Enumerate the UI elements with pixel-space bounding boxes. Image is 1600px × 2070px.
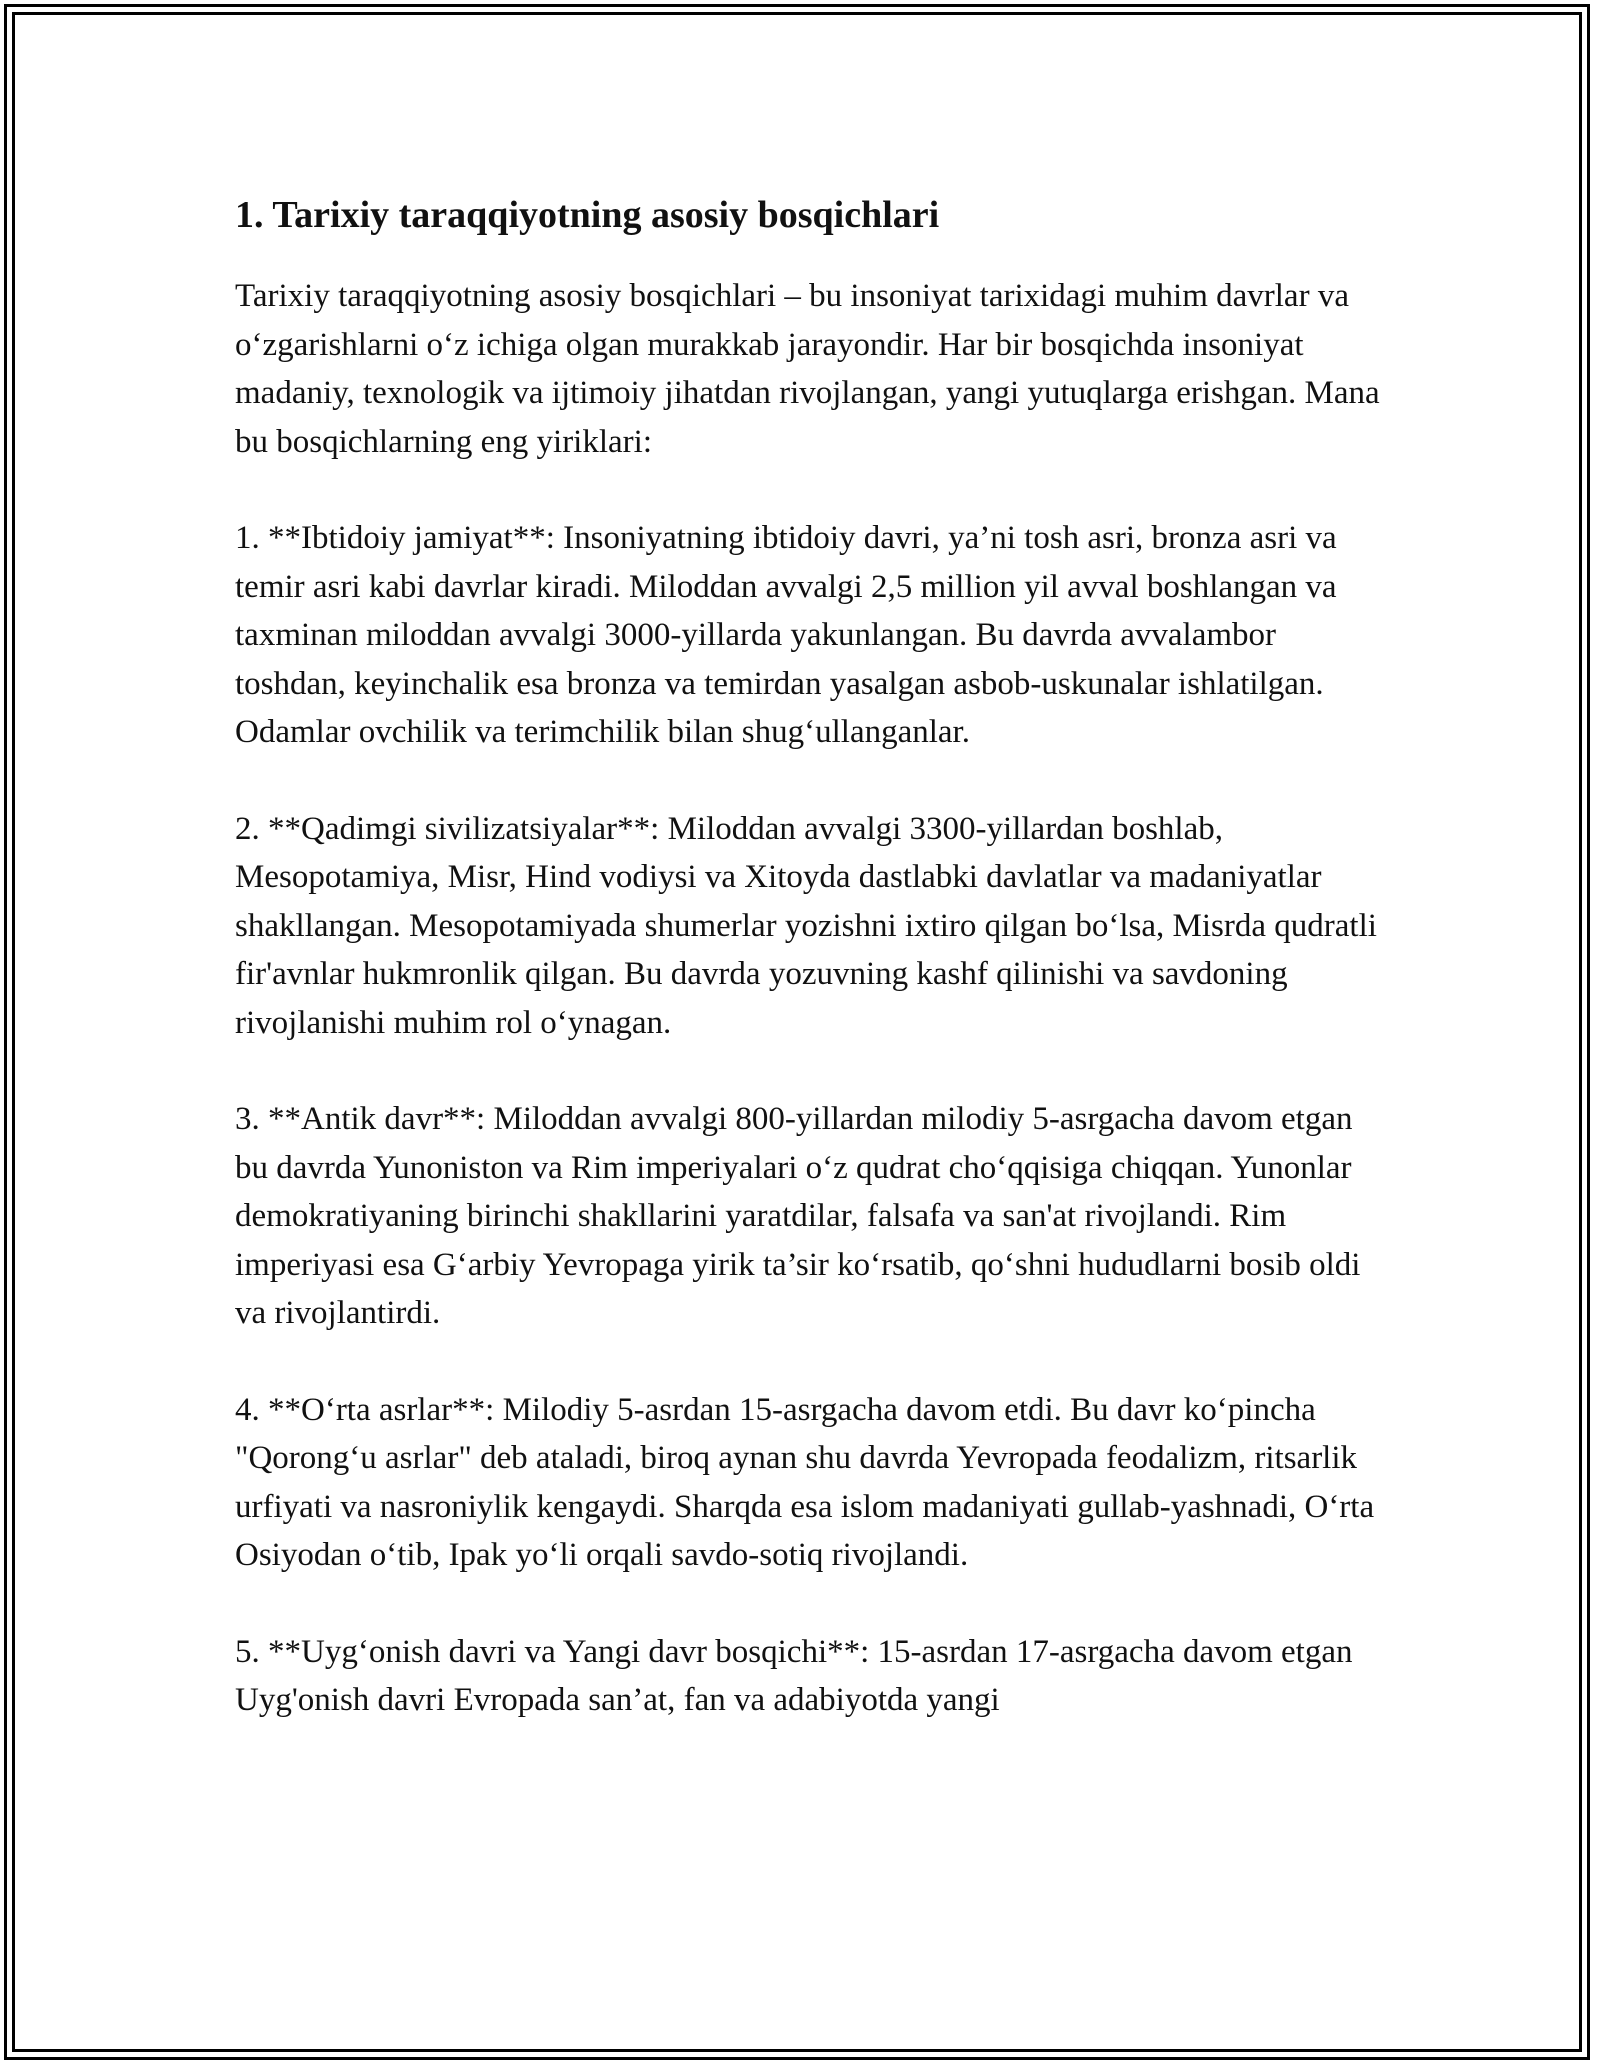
document-body <box>235 185 1385 1773</box>
intro-paragraph: Tarixiy taraqqiyotning asosiy bosqichlari – bu insoniyat tarixidagi muhim davrlar va oʻzgarishlarni oʻz ichiga olgan murakkab jarayondir. Har bir bosqichda insoniyat madaniy, texnologik va ijtimoiy jihatdan rivojlangan, yangi yutuqlarga erishgan. Mana bu bosqichlarning eng yiriklari: <box>235 278 1380 460</box>
paragraph-middle-ages: 4. **Oʻrta asrlar**: Milodiy 5-asrdan 15-asrgacha davom etdi. Bu davr koʻpincha "Qorongʻu asrlar" deb ataladi, biroq aynan shu davrda Yevropada feodalizm, ritsarlik urfiyati va nasroniylik kengaydi. Sharqda esa islom madaniyati gullab-yashnadi, Oʻrta Osiyodan oʻtib, Ipak yoʻli orqali savdo-sotiq rivojlandi. <box>235 1391 1375 1573</box>
paragraph-ancient-civilizations: 2. **Qadimgi sivilizatsiyalar**: Miloddan avvalgi 3300-yillardan boshlab, Mesopotamiya, Misr, Hind vodiysi va Xitoyda dastlabki davlatlar va madaniyatlar shakllangan. Mesopotamiyada shumerlar yozishni ixtiro qilgan boʻlsa, Misrda qudratli fir'avnlar hukmronlik qilgan. Bu davrda yozuvning kashf qilinishi va savdoning rivojlanishi muhim rol oʻynagan. <box>235 810 1377 1041</box>
section-heading: 1. Tarixiy taraqqiyotning asosiy bosqichlari <box>235 194 940 236</box>
paragraph-primitive-society: 1. **Ibtidoiy jamiyat**: Insoniyatning ibtidoiy davri, ya’ni tosh asri, bronza asri va temir asri kabi davrlar kiradi. Miloddan avvalgi 2,5 million yil avval boshlangan va taxminan miloddan avvalgi 3000-yillarda yakunlangan. Bu davrda avvalambor toshdan, keyinchalik esa bronza va temirdan yasalgan asbob-uskunalar ishlatilgan. Odamlar ovchilik va terimchilik bilan shugʻullanganlar. <box>235 520 1337 750</box>
paragraph-antiquity: 3. **Antik davr**: Miloddan avvalgi 800-yillardan milodiy 5-asrgacha davom etgan bu davrda Yunoniston va Rim imperiyalari oʻz qudrat choʻqqisiga chiqqan. Yunonlar demokratiyaning birinchi shakllarini yaratdilar, falsafa va san'at rivojlandi. Rim imperiyasi esa Gʻarbiy Yevropaga yirik ta’sir koʻrsatib, qoʻshni hududlarni bosib oldi va rivojlantirdi. <box>235 1101 1361 1331</box>
paragraph-renaissance: 5. **Uygʻonish davri va Yangi davr bosqichi**: 15-asrdan 17-asrgacha davom etgan Uyg'onish davri Evropada san’at, fan va adabiyotda yangi <box>235 1633 1353 1718</box>
